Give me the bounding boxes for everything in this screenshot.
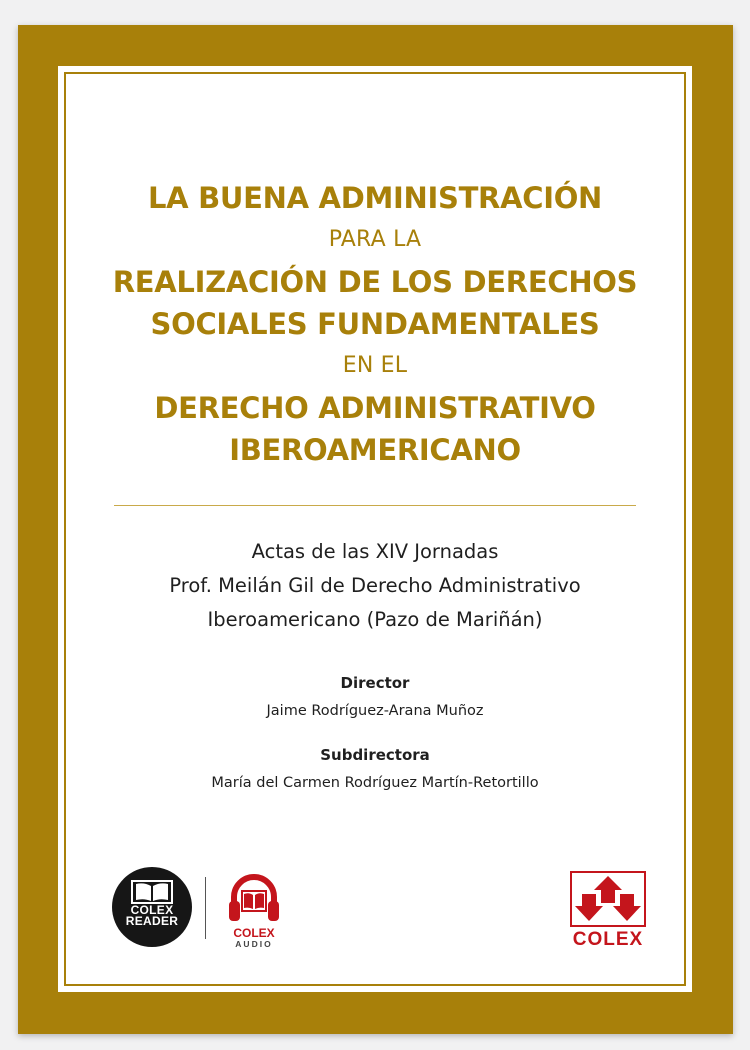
subtitle-line: Iberoamericano (Pazo de Mariñán) xyxy=(207,608,543,631)
subdirector-name: María del Carmen Rodríguez Martín-Retortillo xyxy=(211,775,539,791)
cover-white-panel xyxy=(58,66,692,992)
director-label: Director xyxy=(340,674,410,692)
arrows-emblem-icon xyxy=(572,873,644,925)
title-line: EN EL xyxy=(342,353,408,378)
title-line: LA BUENA ADMINISTRACIÓN xyxy=(147,181,603,215)
book-title xyxy=(66,177,684,471)
director-name: Jaime Rodríguez-Arana Muñoz xyxy=(266,703,484,719)
cover-inner-border xyxy=(64,72,686,986)
title-line: PARA LA xyxy=(328,227,422,252)
colex-publisher-logo xyxy=(568,871,648,951)
reader-logo-line2: READER xyxy=(125,914,179,928)
title-line: SOCIALES FUNDAMENTALES xyxy=(150,307,600,341)
headphones-book-icon xyxy=(224,869,284,925)
credits xyxy=(66,669,684,797)
subtitle-line: Actas de las XIV Jornadas xyxy=(251,540,499,563)
reader-logo-line1: COLEX xyxy=(130,903,174,917)
title-line: IBEROAMERICANO xyxy=(229,433,521,467)
title-line: REALIZACIÓN DE LOS DERECHOS xyxy=(112,265,638,299)
colex-reader-logo xyxy=(112,867,192,947)
book-subtitle xyxy=(66,535,684,637)
title-line: DERECHO ADMINISTRATIVO xyxy=(154,391,596,425)
open-book-icon xyxy=(130,879,174,905)
subtitle-line: Prof. Meilán Gil de Derecho Administrativo xyxy=(169,574,581,597)
publisher-emblem-frame xyxy=(570,871,646,927)
title-divider xyxy=(114,505,636,506)
logo-separator xyxy=(205,877,206,939)
subdirector-label: Subdirectora xyxy=(320,746,430,764)
audio-logo-line1: COLEX xyxy=(233,926,275,940)
colex-audio-logo xyxy=(221,869,287,953)
audio-logo-line2: AUDIO xyxy=(235,939,273,949)
book-cover xyxy=(18,25,733,1034)
publisher-name: COLEX xyxy=(572,929,644,950)
